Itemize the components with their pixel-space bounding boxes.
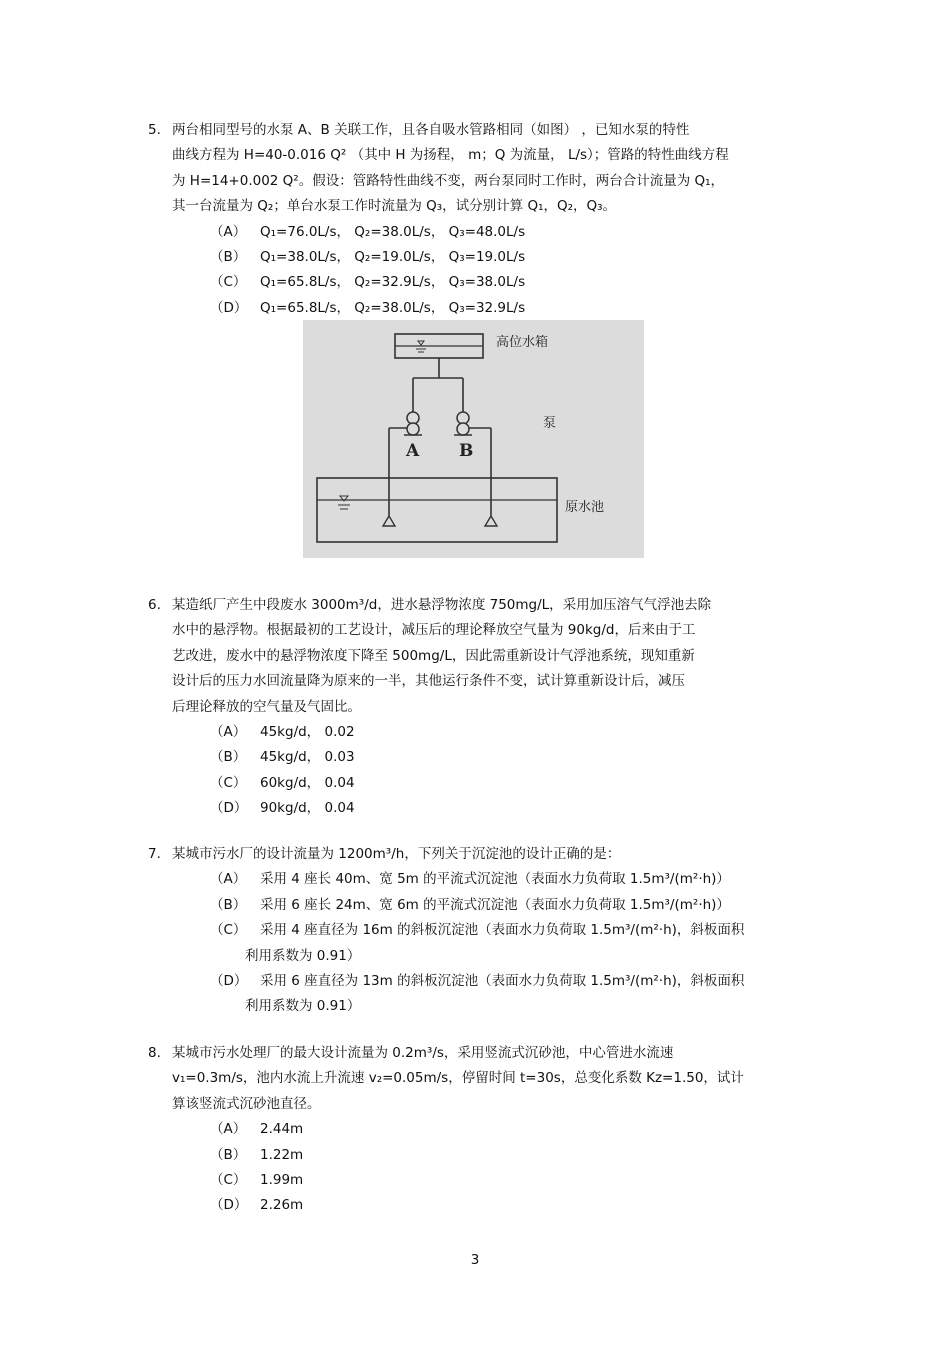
question-text-line: 后理论释放的空气量及气固比。: [172, 698, 361, 715]
pump-b-label: B: [459, 441, 474, 461]
option-a: （A） Q₁=76.0L/s， Q₂=38.0L/s， Q₃=48.0L/s: [210, 223, 526, 240]
option-b: （B） Q₁=38.0L/s， Q₂=19.0L/s， Q₃=19.0L/s: [210, 249, 526, 266]
foot-valve-b-icon: [485, 516, 497, 526]
option-d: （D） 90kg/d， 0.04: [210, 800, 355, 817]
question-text-line: 两台相同型号的水泵 A、B 关联工作，且各自吸水管路相同（如图） ，已知水泵的特性: [172, 122, 690, 138]
question-number: 5.: [148, 122, 161, 138]
question-text-line: 某城市污水厂的设计流量为 1200m³/h，下列关于沉淀池的设计正确的是：: [172, 846, 621, 862]
option-c: （C） 采用 4 座直径为 16m 的斜板沉淀池（表面水力负荷取 1.5m³/(m²·h)，斜板面积: [210, 922, 745, 939]
option-d-continued: 利用系数为 0.91）: [245, 998, 361, 1015]
question-number: 8.: [148, 1045, 161, 1061]
option-d: （D） 2.26m: [210, 1197, 304, 1214]
question-text-line: 某造纸厂产生中段废水 3000m³/d，进水悬浮物浓度 750mg/L，采用加压溶气气浮池去除: [172, 597, 712, 613]
pump-a-icon: [404, 412, 422, 435]
question-text-line: v₁=0.3m/s，池内水流上升流速 v₂=0.05m/s，停留时间 t=30s，总变化系数 Kz=1.50，试计: [172, 1070, 744, 1087]
pump-b-icon: [454, 412, 472, 435]
option-d: （D） Q₁=65.8L/s， Q₂=38.0L/s， Q₃=32.9L/s: [210, 299, 526, 316]
question-7: [148, 842, 808, 1020]
option-c: （C） 1.99m: [210, 1172, 304, 1189]
question-text-line: 水中的悬浮物。根据最初的工艺设计，减压后的理论释放空气量为 90kg/d，后来由于工: [172, 622, 696, 639]
option-d: （D） 采用 6 座直径为 13m 的斜板沉淀池（表面水力负荷取 1.5m³/(m²·h)，斜板面积: [210, 973, 745, 990]
option-a: （A） 采用 4 座长 40m、宽 5m 的平流式沉淀池（表面水力负荷取 1.5m³/(m²·h)）: [210, 871, 730, 888]
question-8: [148, 1041, 808, 1219]
option-a: （A） 2.44m: [210, 1121, 304, 1138]
question-number: 6.: [148, 597, 161, 613]
pump-a-label: A: [406, 441, 420, 461]
tank-label: 高位水箱: [496, 335, 549, 350]
raw-water-pool: [317, 478, 557, 542]
option-c-continued: 利用系数为 0.91）: [245, 947, 361, 964]
question-number: 7.: [148, 846, 161, 862]
question-text-line: 曲线方程为 H=40-0.016 Q² （其中 H 为扬程， m；Q 为流量， L/s）；管路的特性曲线方程: [172, 147, 729, 164]
question-text-line: 其一台流量为 Q₂；单台水泵工作时流量为 Q₃，试分别计算 Q₁，Q₂，Q₃。: [172, 198, 617, 215]
page-number: 3: [470, 1252, 480, 1268]
foot-valve-a-icon: [383, 516, 395, 526]
option-c: （C） 60kg/d， 0.04: [210, 774, 355, 791]
option-b: （B） 1.22m: [210, 1146, 304, 1163]
option-c: （C） Q₁=65.8L/s， Q₂=32.9L/s， Q₃=38.0L/s: [210, 274, 526, 291]
pump-diagram-svg: [303, 320, 644, 558]
pump-diagram: [303, 320, 644, 558]
question-text-line: 艺改进，废水中的悬浮物浓度下降至 500mg/L，因此需重新设计气浮池系统，现知重新: [172, 647, 695, 664]
question-text-line: 算该竖流式沉砂池直径。: [172, 1095, 321, 1112]
question-5: [148, 118, 808, 321]
question-text-line: 为 H=14+0.002 Q²。假设：管路特性曲线不变，两台泵同时工作时，两台合计流量为 Q₁，: [172, 172, 725, 189]
question-text-line: 某城市污水处理厂的最大设计流量为 0.2m³/s，采用竖流式沉砂池，中心管进水流速: [172, 1045, 674, 1061]
option-b: （B） 45kg/d， 0.03: [210, 749, 355, 766]
option-b: （B） 采用 6 座长 24m、宽 6m 的平流式沉淀池（表面水力负荷取 1.5m³/(m²·h)）: [210, 896, 730, 913]
option-a: （A） 45kg/d， 0.02: [210, 724, 355, 741]
pump-label: 泵: [543, 416, 557, 431]
pool-label: 原水池: [565, 500, 605, 515]
question-text-line: 设计后的压力水回流量降为原来的一半，其他运行条件不变，试计算重新设计后，减压: [172, 673, 685, 690]
question-6: [148, 593, 808, 822]
